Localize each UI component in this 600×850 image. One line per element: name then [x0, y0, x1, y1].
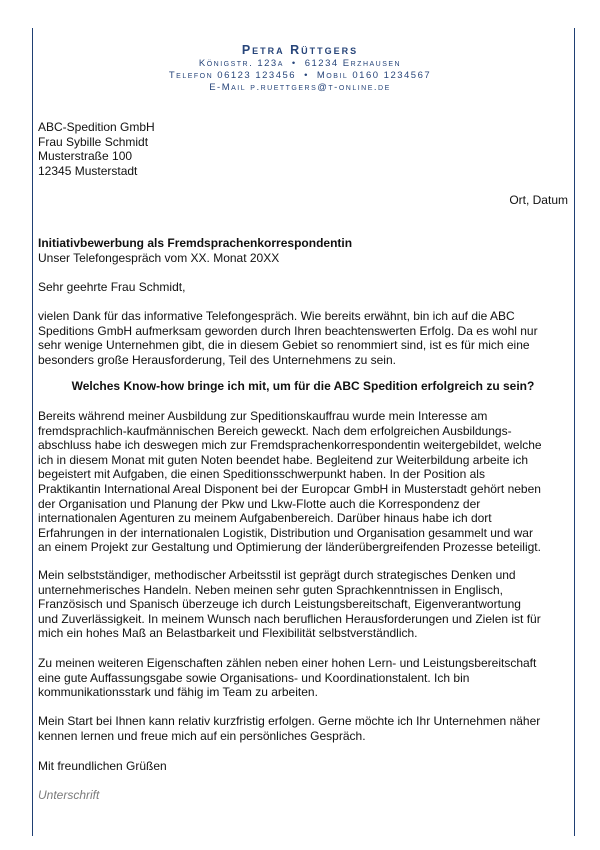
paragraph-line: abschluss habe ich deswegen mich zur Fremdsprachenkorrespondentin weitergebildet, welche: [38, 438, 542, 453]
salutation: Sehr geehrte Frau Schmidt,: [38, 280, 186, 294]
recipient-company: ABC-Spedition GmbH: [38, 120, 155, 134]
sender-street: Königstr. 123a: [198, 58, 284, 69]
intro-paragraph: [38, 309, 568, 367]
sender-mobile: Mobil 0160 1234567: [316, 70, 432, 81]
paragraph-line: der Organisation und Planung der Pkw und Lkw-Flotte auch die Korrespondenz der: [38, 496, 481, 511]
paragraph-line: fremdsprachlich-kaufmännischen Bereich geweckt. Nach dem erfolgreichen Ausbildungs-: [38, 423, 512, 438]
paragraph-line: ich in diesem Monat mit guten Noten beendet habe. Begleitend zur Weiterbildung arbeite ich: [38, 452, 529, 467]
paragraph-line: und Zuverlässigkeit. In meinem Wunsch nach beruflichen Herausforderungen und Zielen ist für: [38, 611, 541, 626]
paragraph-line: unternehmerisches Handeln. Neben meinen sehr guten Sprachkenntnissen in Englisch,: [38, 582, 503, 597]
paragraph-line: Französisch und Spanisch überzeuge ich durch Leistungsbereitschaft, Eigenverantwortung: [38, 597, 521, 612]
paragraph-line: kennen lernen und freue mich auf ein persönliches Gespräch.: [38, 728, 366, 743]
sender-email: E-Mail p.ruettgers@t-online.de: [209, 82, 391, 93]
paragraph-line: besonders große Herausforderung, Teil des Unternehmens zu sein.: [38, 352, 396, 367]
paragraph-line: Mein selbstständiger, methodischer Arbeitsstil ist geprägt durch strategisches Denken und: [38, 568, 516, 582]
closing-greeting: Mit freundlichen Grüßen: [38, 759, 167, 773]
signature-placeholder: Unterschrift: [38, 788, 100, 802]
letterhead: [0, 43, 600, 94]
experience-paragraph: [38, 409, 568, 555]
paragraph-line: an einem Projekt zur Gestaltung und Optimierung der länderübergreifenden Prozesse beteiligt.: [38, 540, 541, 555]
recipient-address: [38, 120, 568, 178]
paragraph-line: Speditions GmbH aufmerksam geworden durch Ihren beachtenswerten Erfolg. Da es wohl nur: [38, 323, 538, 338]
paragraph-line: Erfahrungen in der internationalen Logistik, Distribution und Organisation gesammelt und war: [38, 525, 533, 540]
sender-address: [0, 58, 600, 70]
paragraph-line: begeistert mit Aufgaben, die einen Speditionsschwerpunkt haben. In der Position als: [38, 467, 485, 482]
bullet-separator: •: [291, 58, 297, 69]
paragraph-line: kommunikationsstark und fähig im Team zu arbeiten.: [38, 685, 318, 700]
paragraph-line: Mein Start bei Ihnen kann relativ kurzfristig erfolgen. Gerne möchte ich Ihr Unternehmen näher: [38, 714, 541, 728]
subject-block: [38, 236, 568, 265]
sender-city: 61234 Erzhausen: [304, 58, 402, 69]
sender-phone: Telefon 06123 123456: [168, 70, 297, 81]
paragraph-line: Zu meinen weiteren Eigenschaften zählen neben einer hohen Lern- und Leistungsbereitschaft: [38, 656, 537, 670]
place-date: Ort, Datum: [509, 193, 568, 207]
section-question: Welches Know-how bringe ich mit, um für die ABC Spedition erfolgreich zu sein?: [71, 379, 535, 393]
sender-name: Petra Rüttgers: [241, 43, 359, 57]
subject-title: Initiativbewerbung als Fremdsprachenkorrespondentin: [38, 236, 353, 250]
paragraph-line: vielen Dank für das informative Telefongespräch. Wie bereits erwähnt, bin ich auf die ABC: [38, 309, 515, 323]
left-margin-rule: [32, 28, 33, 836]
qualities-paragraph: [38, 656, 568, 700]
right-margin-rule: [574, 28, 575, 836]
paragraph-line: internationalen Agenturen zu meinem Aufgabenbereich. Darüber hinaus habe ich dort: [38, 511, 492, 526]
paragraph-line: Bereits während meiner Ausbildung zur Speditionskauffrau wurde mein Interesse am: [38, 409, 488, 423]
recipient-person: Frau Sybille Schmidt: [38, 134, 149, 149]
recipient-street: Musterstraße 100: [38, 149, 133, 164]
paragraph-line: mich ein hohes Maß an Belastbarkeit und Flexibilität selbstverständlich.: [38, 626, 418, 641]
sender-phones: [0, 70, 600, 82]
subject-reference: Unser Telefongespräch vom XX. Monat 20XX: [38, 250, 280, 265]
bullet-separator: •: [304, 70, 309, 81]
paragraph-line: Praktikantin International Areal Disponent bei der Europcar GmbH in Musterstadt gehört neben: [38, 481, 541, 496]
work-style-paragraph: [38, 568, 568, 641]
paragraph-line: sehr wenige Unternehmen gibt, die in diesem Gebiet so renommiert sind, ist es für mich eine: [38, 338, 530, 353]
closing-paragraph: [38, 714, 568, 743]
paragraph-line: eine gute Auffassungsgabe sowie Organisations- und Koordinationstalent. Ich bin: [38, 670, 470, 685]
recipient-city: 12345 Musterstadt: [38, 163, 138, 178]
